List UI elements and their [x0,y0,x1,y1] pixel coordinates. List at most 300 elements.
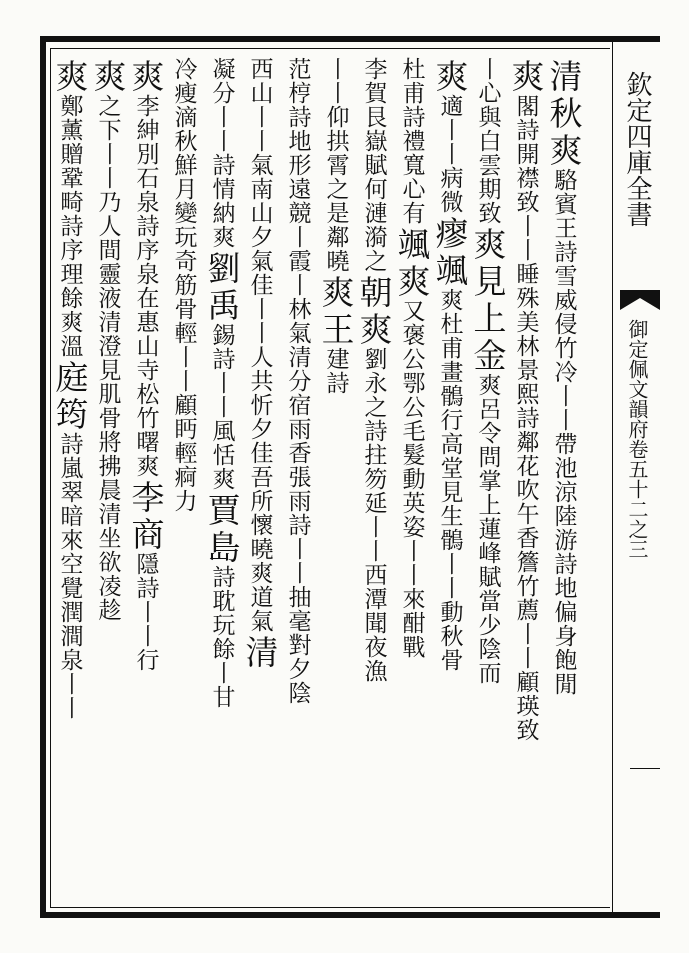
text-char: 侵 [554,311,578,338]
text-char: 丨 [440,551,464,578]
text-char: 期 [478,176,502,203]
headword-char: 清 [245,633,279,672]
text-char: 漁 [364,658,388,685]
text-char: 佳 [250,272,274,299]
text-char: 拄 [364,442,388,469]
text-char: 靈 [98,261,122,288]
text-char: 曙 [136,429,160,456]
text-char: 香 [288,440,312,467]
text-char: 詩 [288,512,312,539]
text-char: 將 [98,429,122,456]
text-char: 道 [250,584,274,611]
text-char: 液 [98,285,122,312]
text-char: 骨 [98,405,122,432]
headword-char: 禹 [207,286,241,325]
text-char: 丨 [98,165,122,192]
text-char: 潭 [364,586,388,613]
text-char: 詩 [288,104,312,131]
text-char: 詩 [212,152,236,179]
text-char: 動 [440,599,464,626]
text-char: 理 [60,261,84,288]
text-char: 骨 [174,296,198,323]
headword-char: 瘳 [435,214,469,253]
text-char: 來 [402,586,426,613]
text-char: 是 [326,200,350,227]
text-char: 清 [288,344,312,371]
text-char: 隱 [136,551,160,578]
headword-char: 爽 [359,310,393,349]
text-char: 懷 [250,512,274,539]
text-char: 笏 [364,466,388,493]
text-char: 石 [136,165,160,192]
text-char: 雲 [478,152,502,179]
text-char: 在 [136,285,160,312]
text-char: 竹 [554,335,578,362]
text-char: 夕 [250,416,274,443]
text-char: 凌 [98,573,122,600]
text-char: 爽 [250,560,274,587]
text-char: 分 [212,80,236,107]
text-char: 瘦 [174,80,198,107]
text-char: 身 [554,623,578,650]
text-char: 夕 [250,224,274,251]
text-char: 之 [98,93,122,120]
text-char: 霞 [288,248,312,275]
text-char: 熙 [516,381,540,408]
text-char: 白 [478,128,502,155]
text-char: 山 [250,80,274,107]
text-char: 酣 [402,610,426,637]
text-char: 適 [440,93,464,120]
text-char: 又 [402,298,426,325]
text-char: 筋 [174,272,198,299]
text-char: 閒 [554,671,578,698]
text-char: 輕 [174,320,198,347]
text-char: 地 [554,575,578,602]
headword-char: 颯 [435,251,469,290]
text-char: 丨 [212,660,236,687]
text-char: 毛 [402,418,426,445]
text-char: 冷 [174,56,198,83]
text-char: 間 [98,237,122,264]
text-char: 松 [136,381,160,408]
headword-char: 爽 [435,57,469,96]
text-char: 錫 [212,322,236,349]
text-char: 嶽 [364,128,388,155]
text-char: 共 [250,368,274,395]
text-char: 吾 [250,464,274,491]
text-char: 澄 [98,333,122,360]
text-char: 滴 [174,104,198,131]
text-char: 嵐 [60,455,84,482]
text-char: 鄭 [60,93,84,120]
text-char: 雪 [554,263,578,290]
text-char: 丨 [440,141,464,168]
text-char: 威 [554,287,578,314]
text-char: 形 [288,152,312,179]
text-char: 丨 [250,320,274,347]
text-char: 變 [174,200,198,227]
text-char: 公 [402,394,426,421]
text-char: 見 [98,357,122,384]
text-char: 上 [478,492,502,519]
text-char: 拂 [98,453,122,480]
text-char: 詩 [60,213,84,240]
text-char: 泉 [136,261,160,288]
text-char: 致 [478,200,502,227]
text-char: 玩 [212,612,236,639]
text-char: 丨 [402,562,426,589]
text-char: 丨 [98,141,122,168]
text-char: 爽 [212,224,236,251]
text-char: 冷 [554,359,578,386]
text-char: 丨 [402,538,426,565]
text-char: 鮮 [174,152,198,179]
text-char: 畸 [60,189,84,216]
text-char: 禮 [402,128,426,155]
text-char: 王 [554,215,578,242]
headword-char: 筠 [55,395,89,434]
text-char: 力 [174,488,198,515]
text-char: 耽 [212,588,236,615]
text-char: 延 [364,490,388,517]
text-char: 丨 [212,104,236,131]
text-char: 梈 [288,80,312,107]
headword-char: 爽 [397,262,431,301]
text-char: 陸 [554,503,578,530]
headword-char: 爽 [321,273,355,312]
text-char: 奇 [174,248,198,275]
text-char: 潤 [60,599,84,626]
text-char: 微 [440,189,464,216]
text-char: 姿 [402,514,426,541]
text-char: 花 [516,453,540,480]
headword-char: 李 [131,478,165,517]
text-char: 仰 [326,104,350,131]
text-char: 丨 [288,560,312,587]
text-char: 丨 [212,370,236,397]
text-char: 顧 [174,392,198,419]
text-char: 呂 [478,396,502,423]
text-char: 景 [516,357,540,384]
headword-char: 秋 [549,94,583,133]
text-char: 之 [326,176,350,203]
text-char: 殊 [516,285,540,312]
text-char: 丨 [554,407,578,434]
text-char: 詩 [554,551,578,578]
text-char: 丨 [516,213,540,240]
text-char: 寬 [402,152,426,179]
text-char: 鞏 [60,165,84,192]
text-char: 毫 [288,608,312,635]
text-char: 秋 [440,623,464,650]
text-char: 下 [98,117,122,144]
text-char: 髮 [402,442,426,469]
headword-char: 爽 [473,225,507,264]
text-char: 駱 [554,167,578,194]
headword-char: 島 [207,528,241,567]
text-char: 丨 [250,128,274,155]
text-char: 賀 [364,80,388,107]
text-char: 掌 [478,468,502,495]
text-char: 丨 [136,599,160,626]
text-char: 賓 [554,191,578,218]
text-char: 骨 [440,647,464,674]
text-char: 英 [402,490,426,517]
text-char: 之 [364,394,388,421]
text-char: 李 [136,93,160,120]
book-title-text: 欽定四庫全書 [622,71,652,227]
headword-char: 爽 [93,57,127,96]
text-char: 來 [60,527,84,554]
text-char: 泉 [60,647,84,674]
text-char: 抽 [288,584,312,611]
text-char: 戰 [402,634,426,661]
text-char: 納 [212,200,236,227]
headword-char: 爽 [549,131,583,170]
book-title [614,70,660,228]
text-char: 暗 [60,503,84,530]
text-char: 蓮 [478,516,502,543]
headword-char: 朝 [359,273,393,312]
text-char: 澗 [60,623,84,650]
text-char: 聞 [364,610,388,637]
text-char: 西 [250,56,274,83]
text-char: 月 [174,176,198,203]
text-char: 堂 [440,455,464,482]
text-char: 霄 [326,152,350,179]
headword-char: 見 [473,262,507,301]
headword-char: 颯 [397,225,431,264]
text-char: 丨 [326,56,350,83]
text-char: 凝 [212,56,236,83]
text-char: 林 [288,296,312,323]
text-char: 飽 [554,647,578,674]
text-char: 峰 [478,540,502,567]
text-char: 開 [516,141,540,168]
text-char: 致 [516,717,540,744]
text-char: 詩 [212,564,236,591]
text-char: 丨 [440,117,464,144]
text-char: 夜 [364,634,388,661]
text-char: 曉 [326,248,350,275]
headword-char: 賈 [207,491,241,530]
text-char: 序 [60,237,84,264]
headword-char: 爽 [131,57,165,96]
text-char: 所 [250,488,274,515]
text-char: 爽 [212,466,236,493]
text-char: 清 [98,501,122,528]
text-char: 西 [364,562,388,589]
text-char: 竹 [516,573,540,600]
text-char: 漪 [364,224,388,251]
text-char: 爽 [440,287,464,314]
text-char: 陰 [288,680,312,707]
text-char: 寺 [136,357,160,384]
text-char: 丨 [554,383,578,410]
text-char: 何 [364,176,388,203]
headword-char: 爽 [511,57,545,96]
text-char: 鶻 [440,527,464,554]
text-char: 當 [478,588,502,615]
text-char: 薦 [516,597,540,624]
text-char: 別 [136,141,160,168]
text-char: 杜 [402,56,426,83]
text-char: 詩 [136,213,160,240]
text-char: 翠 [60,479,84,506]
text-char: 丨 [136,623,160,650]
text-char: 恬 [212,442,236,469]
text-char: 氣 [288,320,312,347]
strip-divider [630,768,660,769]
headword-char: 金 [473,336,507,375]
text-char: 公 [402,346,426,373]
volume-title-text: 御定佩文韻府卷五十二之三 [625,319,649,559]
text-char: 艮 [364,104,388,131]
text-char: 肌 [98,381,122,408]
text-char: 行 [440,407,464,434]
text-char: 吹 [516,477,540,504]
text-char: 丨 [250,296,274,323]
text-char: 陰 [478,636,502,663]
text-char: 顧 [516,669,540,696]
text-char: 玩 [174,224,198,251]
text-char: 李 [364,56,388,83]
text-char: 行 [136,647,160,674]
headword-char: 劉 [207,249,241,288]
text-char: 地 [288,128,312,155]
headword-char: 王 [321,310,355,349]
text-char: 丨 [60,671,84,698]
text-char: 午 [516,501,540,528]
headword-char: 清 [549,57,583,96]
text-char: 丨 [516,237,540,264]
text-char: 紳 [136,117,160,144]
text-char: 鄂 [402,370,426,397]
text-char: 分 [288,368,312,395]
text-char: 問 [478,444,502,471]
text-char: 賦 [364,152,388,179]
text-char: 甫 [402,80,426,107]
text-char: 爽 [136,453,160,480]
text-char: 有 [402,200,426,227]
headword-char: 庭 [55,358,89,397]
headword-char: 上 [473,299,507,338]
text-char: 丨 [478,56,502,83]
text-char: 襟 [516,165,540,192]
text-char: 痾 [174,464,198,491]
text-char: 丨 [516,645,540,672]
text-char: 高 [440,431,464,458]
text-char: 欲 [98,549,122,576]
text-char: 爽 [478,372,502,399]
text-char: 竹 [136,405,160,432]
volume-title [614,318,660,560]
text-char: 氣 [250,152,274,179]
text-char: 趁 [98,597,122,624]
text-char: 生 [440,503,464,530]
text-char: 帶 [554,431,578,458]
text-char: 丨 [516,621,540,648]
text-char: 山 [136,333,160,360]
text-char: 永 [364,370,388,397]
text-char: 心 [478,80,502,107]
text-char: 拱 [326,128,350,155]
text-char: 丨 [174,368,198,395]
text-char: 泉 [136,189,160,216]
text-char: 偏 [554,599,578,626]
text-char: 丨 [288,272,312,299]
text-char: 詩 [554,239,578,266]
text-char: 丨 [174,344,198,371]
text-char: 丨 [250,104,274,131]
text-char: 睡 [516,261,540,288]
text-char: 鶻 [440,383,464,410]
text-char: 氣 [250,608,274,635]
text-char: 詩 [136,575,160,602]
text-char: 雨 [288,488,312,515]
text-char: 病 [440,165,464,192]
text-char: 序 [136,237,160,264]
text-char: 人 [98,213,122,240]
text-char: 褒 [402,322,426,349]
text-char: 丨 [364,514,388,541]
text-char: 雨 [288,416,312,443]
text-char: 南 [250,176,274,203]
text-char: 遠 [288,176,312,203]
text-char: 情 [212,176,236,203]
text-char: 丨 [212,394,236,421]
text-char: 惠 [136,309,160,336]
text-char: 人 [250,344,274,371]
text-char: 贈 [60,141,84,168]
text-char: 致 [516,189,540,216]
text-column [48,58,96,904]
text-char: 詩 [402,104,426,131]
text-char: 杜 [440,311,464,338]
text-char: 詩 [516,117,540,144]
text-char: 丨 [288,224,312,251]
text-char: 建 [326,346,350,373]
text-char: 甘 [212,684,236,711]
text-char: 心 [402,176,426,203]
text-char: 爽 [60,309,84,336]
text-char: 涼 [554,479,578,506]
text-char: 丨 [288,536,312,563]
text-char: 晨 [98,477,122,504]
text-char: 丨 [326,80,350,107]
text-char: 與 [478,104,502,131]
text-char: 溫 [60,333,84,360]
text-char: 坐 [98,525,122,552]
text-char: 覺 [60,575,84,602]
text-char: 對 [288,632,312,659]
text-char: 佳 [250,440,274,467]
text-char: 賦 [478,564,502,591]
text-char: 氣 [250,248,274,275]
text-char: 空 [60,551,84,578]
headword-char: 爽 [55,57,89,96]
text-char: 風 [212,418,236,445]
text-char: 乃 [98,189,122,216]
text-char: 丨 [212,128,236,155]
text-char: 少 [478,612,502,639]
text-char: 輕 [174,440,198,467]
text-char: 簷 [516,549,540,576]
text-char: 令 [478,420,502,447]
text-char: 漣 [364,200,388,227]
text-char: 劉 [364,346,388,373]
